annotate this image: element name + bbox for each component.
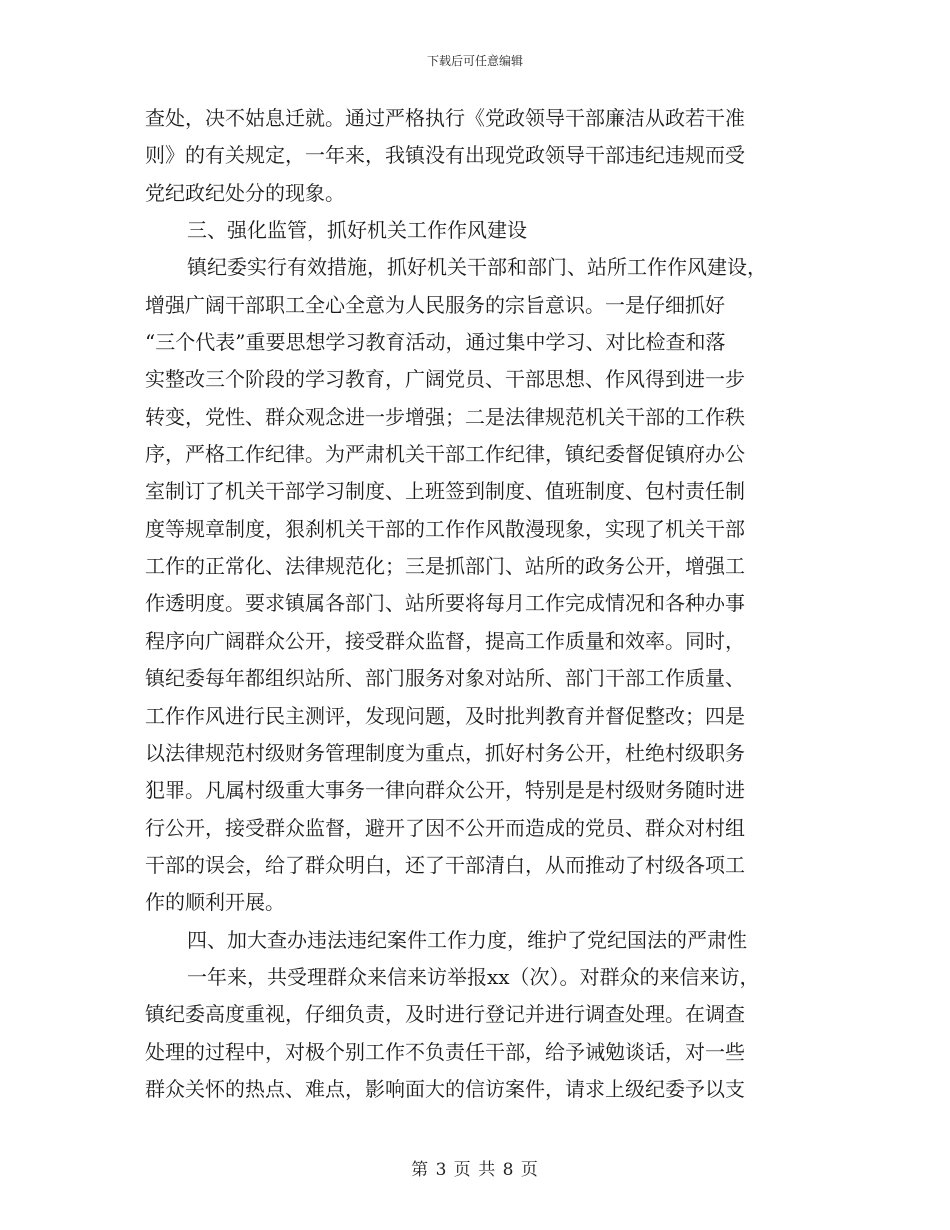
page-number-footer: 第 3 页 共 8 页 — [411, 1160, 539, 1180]
text-line: 镇纪委高度重视，仔细负责，及时进行登记并进行调查处理。在调查 — [145, 1002, 745, 1027]
text-line: 实整改三个阶段的学习教育，广阔党员、干部思想、作风得到进一步 — [145, 367, 745, 392]
text-line: 群众关怀的热点、难点，影响面大的信访案件，请求上级纪委予以支 — [145, 1076, 745, 1101]
text-line: 作透明度。要求镇属各部门、站所要将每月工作完成情况和各种办事 — [145, 591, 745, 616]
paragraph-start: 一年来，共受理群众来信来访举报xx（次）。对群众的来信来访， — [187, 964, 760, 989]
text-line: 作的顺利开展。 — [145, 890, 285, 915]
text-line: “三个代表”重要思想学习教育活动，通过集中学习、对比检查和落 — [145, 330, 726, 355]
text-line: 党纪政纪处分的现象。 — [145, 180, 345, 205]
text-line: 转变，党性、群众观念进一步增强；二是法律规范机关干部的工作秩 — [145, 404, 745, 429]
text-line: 工作作风进行民主测评，发现问题，及时批判教育并督促整改；四是 — [145, 703, 745, 728]
text-line: 以法律规范村级财务管理制度为重点，抓好村务公开，杜绝村级职务 — [145, 740, 745, 765]
section-heading-3: 三、强化监管，抓好机关工作作风建设 — [187, 218, 527, 243]
text-line: 序，严格工作纪律。为严肃机关干部工作纪律，镇纪委督促镇府办公 — [145, 442, 745, 467]
text-line: 室制订了机关干部学习制度、上班签到制度、值班制度、包村责任制 — [145, 479, 745, 504]
section-heading-4: 四、加大查办违法违纪案件工作力度，维护了党纪国法的严肃性 — [187, 927, 747, 952]
text-line: 干部的误会，给了群众明白，还了干部清白，从而推动了村级各项工 — [145, 852, 745, 877]
text-line: 则》的有关规定，一年来，我镇没有出现党政领导干部违纪违规而受 — [145, 143, 745, 168]
text-line: 度等规章制度，狠刹机关干部的工作作风散漫现象，实现了机关干部 — [145, 516, 745, 541]
text-line: 程序向广阔群众公开，接受群众监督，提高工作质量和效率。同时， — [145, 628, 745, 653]
text-line: 工作的正常化、法律规范化；三是抓部门、站所的政务公开，增强工 — [145, 554, 745, 579]
text-line: 行公开，接受群众监督，避开了因不公开而造成的党员、群众对村组 — [145, 815, 745, 840]
text-line: 增强广阔干部职工全心全意为人民服务的宗旨意识。一是仔细抓好 — [145, 292, 725, 317]
page-header: 下载后可任意编辑 — [426, 54, 523, 68]
text-line: 查处，决不姑息迁就。通过严格执行《党政领导干部廉洁从政若干准 — [145, 106, 745, 130]
text-line: 镇纪委每年都组织站所、部门服务对象对站所、部门干部工作质量、 — [145, 666, 745, 691]
text-line: 犯罪。凡属村级重大事务一律向群众公开，特别是是村级财务随时进 — [145, 778, 745, 803]
text-line: 处理的过程中，对极个别工作不负责任干部，给予诫勉谈话，对一些 — [145, 1039, 745, 1064]
document-body — [145, 100, 810, 1108]
paragraph-start: 镇纪委实行有效措施，抓好机关干部和部门、站所工作作风建设， — [187, 255, 767, 280]
